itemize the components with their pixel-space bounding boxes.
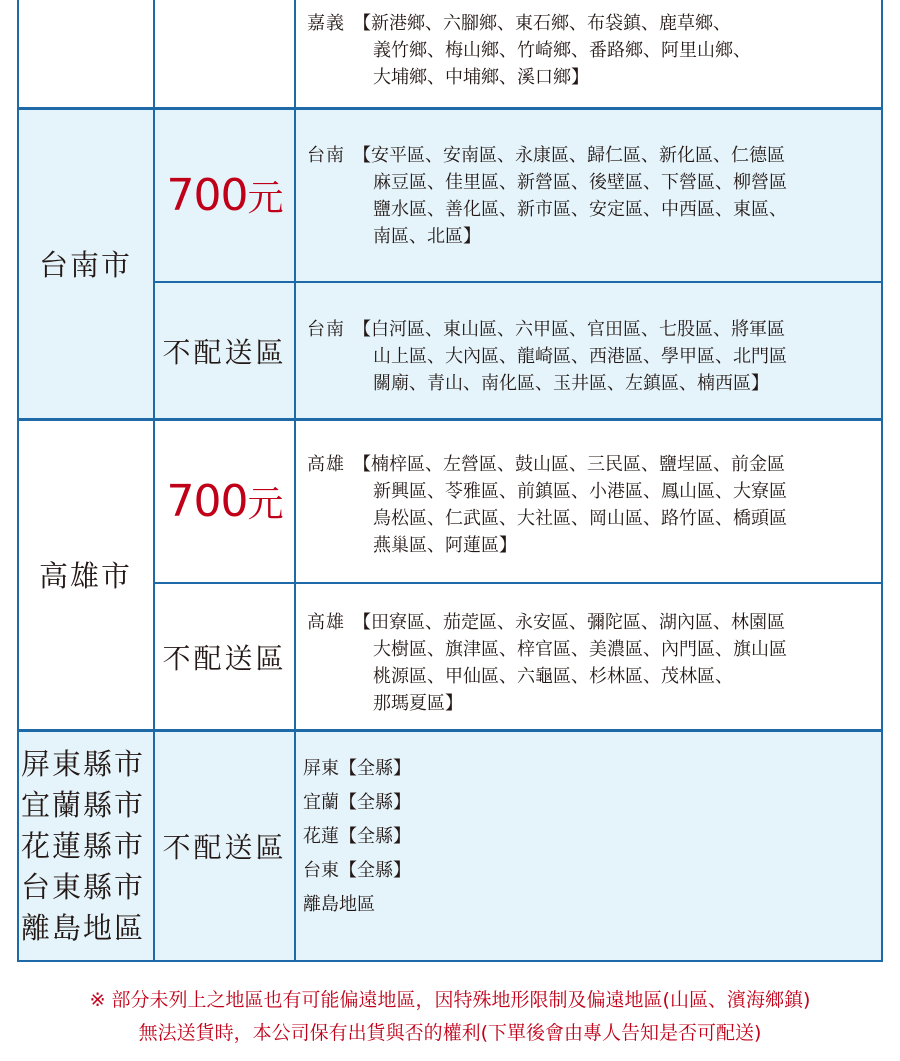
kaohsiung-nodelivery-cell <box>154 583 295 730</box>
tainan-region-cell <box>17 108 154 419</box>
region-name: 台南市 <box>38 248 132 282</box>
kaohsiung-fee-cell <box>154 419 295 583</box>
region-name: 花蓮縣市 <box>21 828 146 863</box>
no-delivery-label: 不配送區 <box>162 831 287 864</box>
table-border <box>154 582 883 584</box>
area-line: 宜蘭【全縣】 <box>303 792 411 813</box>
area-line: 山上區、大內區、龍崎區、西港區、學甲區、北門區 <box>373 346 787 367</box>
area-line: 鳥松區、仁武區、大社區、岡山區、路竹區、橋頭區 <box>373 508 787 529</box>
area-line: 關廟、青山、南化區、玉井區、左鎮區、楠西區】 <box>373 373 769 394</box>
table-border <box>17 107 883 110</box>
table-border <box>17 0 19 962</box>
delivery-table <box>17 0 883 962</box>
area-line: 台東【全縣】 <box>303 860 411 881</box>
table-border <box>154 281 883 283</box>
area-line: 【安平區、安南區、永康區、歸仁區、新化區、仁德區 <box>353 145 785 166</box>
area-line: 花蓮【全縣】 <box>303 826 411 847</box>
area-line: 燕巢區、阿蓮區】 <box>373 535 517 556</box>
footnote-line-1: ※ 部分未列上之地區也有可能偏遠地區，因特殊地形限制及偏遠地區(山區、濱海鄉鎮) <box>89 989 811 1011</box>
kaohsiung-city: 高雄 <box>307 454 345 475</box>
area-line: 南區、北區】 <box>373 226 481 247</box>
area-line: 鹽水區、善化區、新市區、安定區、中西區、東區、 <box>373 199 787 220</box>
region-name: 高雄市 <box>38 559 132 593</box>
region-name: 台東縣市 <box>21 869 146 904</box>
kaohsiung-nodelivery-areas-cell <box>295 583 883 730</box>
area-line: 【白河區、東山區、六甲區、官田區、七股區、將軍區 <box>353 319 785 340</box>
area-line: 麻豆區、佳里區、新營區、後壁區、下營區、柳營區 <box>373 172 787 193</box>
kaohsiung-region-cell <box>17 419 154 730</box>
kaohsiung-paid-areas-cell <box>295 419 883 583</box>
area-line: 那瑪夏區】 <box>373 693 463 714</box>
chiayi-areas-cell <box>295 0 883 108</box>
area-line: 離島地區 <box>303 894 375 915</box>
area-line: 【田寮區、茄萣區、永安區、彌陀區、湖內區、林園區 <box>353 612 785 633</box>
tainan-nodelivery-cell <box>154 282 295 419</box>
region-name: 屏東縣市 <box>21 746 146 781</box>
table-border <box>294 0 296 962</box>
chiayi-city: 嘉義 <box>307 13 345 34</box>
table-border <box>17 418 883 421</box>
others-nodelivery-cell <box>154 730 295 962</box>
chiayi-region-cell <box>17 0 154 108</box>
tainan-fee-cell <box>154 108 295 282</box>
table-border <box>153 0 155 962</box>
chiayi-fee-cell <box>154 0 295 108</box>
others-areas-cell <box>295 730 883 962</box>
area-line: 大樹區、旗津區、梓官區、美濃區、內門區、旗山區 <box>373 639 787 660</box>
area-line: 新興區、苓雅區、前鎮區、小港區、鳳山區、大寮區 <box>373 481 787 502</box>
table-border <box>17 729 883 732</box>
region-name: 宜蘭縣市 <box>21 787 146 822</box>
area-line: 桃源區、甲仙區、六龜區、杉林區、茂林區、 <box>373 666 733 687</box>
footnote-line-2: 無法送貨時，本公司保有出貨與否的權利(下單後會由專人告知是否可配送) <box>138 1022 762 1044</box>
table-border <box>881 0 883 962</box>
tainan-paid-areas-cell <box>295 108 883 282</box>
shipping-price: 700元 <box>166 475 283 527</box>
no-delivery-label: 不配送區 <box>162 641 287 675</box>
tainan-city: 台南 <box>307 319 345 340</box>
no-delivery-label: 不配送區 <box>162 335 287 369</box>
area-line: 義竹鄉、梅山鄉、竹崎鄉、番路鄉、阿里山鄉、 <box>373 40 751 61</box>
area-line: 【新港鄉、六腳鄉、東石鄉、布袋鎮、鹿草鄉、 <box>353 13 731 34</box>
area-line: 【楠梓區、左營區、鼓山區、三民區、鹽埕區、前金區 <box>353 454 785 475</box>
kaohsiung-city: 高雄 <box>307 612 345 633</box>
shipping-price: 700元 <box>166 169 283 221</box>
region-name: 離島地區 <box>21 910 146 945</box>
area-line: 大埔鄉、中埔鄉、溪口鄉】 <box>373 67 589 88</box>
others-region-cell <box>17 730 154 962</box>
tainan-nodelivery-areas-cell <box>295 282 883 419</box>
table-border <box>17 960 883 962</box>
area-line: 屏東【全縣】 <box>303 758 411 779</box>
tainan-city: 台南 <box>307 145 345 166</box>
